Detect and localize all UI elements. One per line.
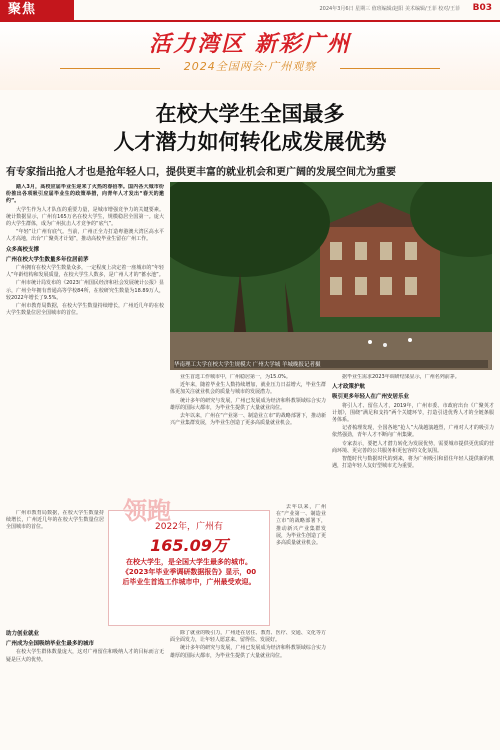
column-2	[170, 374, 326, 504]
paragraph: 业生首选工作城市中，广州稳居第一，为15.0%。	[180, 374, 291, 380]
column-1-bottom	[6, 628, 164, 748]
paragraph: 专家表示，要把人才潜力转化为发展优势，需要城市提供更优质的营商环境、更完善的公共服务和更包容的文化氛围。	[332, 440, 494, 454]
paragraph: 智能时代与数据时代的到来，将为广州吸引和留住年轻人提供新的机遇，打造年轻人友好型城市尤为重要。	[332, 456, 494, 470]
section-heading: 助力创业就业	[6, 631, 40, 637]
paragraph: 广州市教育局数据，在校大学生数量持续增长，广州近几年的在校大学生数量位居全国城市的首位。	[6, 510, 104, 531]
section-heading: 众多高校支撑	[6, 246, 40, 253]
paragraph: “年轻”让广州有底气。当前，广州正全力打造粤港澳大湾区高水平人才高地，出台“广聚英才计划”，推动高校毕业生留在广州工作。	[6, 229, 164, 243]
section-heading: 人才政策护航	[332, 384, 366, 391]
pull-quote-box	[108, 496, 270, 626]
column-2-bottom	[170, 630, 326, 748]
paragraph: 将引人才、留住人才，2019年，广州市委、市政府出台《广聚英才计划》，围绕“满足和支持”两个关键环节，打造引进优秀人才的全链条服务体系。	[332, 402, 494, 424]
headline	[0, 100, 500, 156]
headline-line-1: 在校大学生全国最多	[155, 101, 345, 126]
paragraph: 大学生作为人才队伍的重要力量，是城市增强竞争力的关键要素。统计数据显示，广州有165万名在校大学生，规模稳居全国第一。庞大的大学生群体，成为广州抗击人才竞争的“底气”。	[6, 206, 164, 228]
banner-slogan: 活力湾区 新彩广州	[149, 31, 351, 57]
paragraph: 近年来，随着毕业生人数持续增加，就业压力日益增大，毕业生群体更加关注就业机会的质量与城市的发展潜力。	[170, 382, 326, 396]
pull-quote-year: 2022年，广州有	[155, 522, 223, 532]
campus-photo	[170, 182, 492, 370]
column-1	[6, 184, 164, 506]
section-label: 聚焦	[0, 0, 74, 20]
page-number: B03	[472, 3, 492, 13]
section-subheading: 广州在校大学生数量多年位居前茅	[6, 256, 89, 263]
paragraph: 除了就业的吸引力，广州还在居住、教育、医疗、交通、文化等方面全面发力，让年轻人愿意来、留得住、发展好。	[170, 630, 326, 644]
paragraph: 统计多年的研究与发展，广州已发展成为经济和科教领域综合实力雄厚的国际大都市，为毕业生提供了大量就业岗位。	[170, 397, 326, 411]
paragraph: 去年以来，广州在“产业第一、制造业立市”的战略部署下，推动新兴产业集群发展，为毕业生创造了更多高质量就业机会。	[276, 504, 326, 547]
dateline: 2024年3月6日 星期三 值班编辑/赵阳 美术编辑/王菲 校对/王菲	[319, 6, 460, 12]
banner-subslogan: 2024全国两会·广州观察	[183, 60, 317, 73]
paragraph: 统计多年的研究与发展，广州已发展成为经济和科教领域综合实力雄厚的国际大都市，为毕业生提供了大量就业岗位。	[170, 645, 326, 659]
pull-quote-line-2: 《2023年毕业季调研数据报告》显示，00后毕业生首选工作城市中，广州最受欢迎。	[121, 568, 257, 586]
pull-quote-body	[119, 557, 259, 587]
headline-line-2: 人才潜力如何转化成发展优势	[113, 129, 387, 154]
pull-quote-number: 165.09万	[150, 536, 228, 555]
column-3	[332, 374, 494, 748]
pull-quote-tag: 领跑	[123, 496, 171, 525]
banner	[0, 22, 500, 90]
page-header	[0, 0, 500, 20]
paragraph: 广州拥有在校大学生数量众多，一定程度上决定着一座城市的“年轻人”年龄结构和发展质量，在校大学生人数多，是广州人才的“蓄水池”。	[6, 265, 164, 279]
section-subheading: 吸引更多年轻人在广州安居乐业	[332, 394, 410, 401]
lead-paragraph: 踏入3月，高校应届毕业生迎来了火热的春招季。国内各大城市纷纷推出各项吸引应届毕业生的政策举措，向青年人才发出“春天的邀约”。	[6, 184, 164, 205]
paragraph: 在校大学生群体数量庞大，这对广州留住和吸纳人才的目标而言无疑是巨大的优势。	[6, 649, 164, 663]
paragraph: 据毕业生需求2023年调研结果显示，广州名列前茅。	[342, 374, 460, 380]
pull-quote-line-1: 在校大学生，是全国大学生最多的城市。	[126, 558, 252, 566]
subheadline: 有专家指出抢人才也是抢年轻人口，提供更丰富的就业机会和更广阔的发展空间尤为重要	[6, 167, 396, 178]
photo-caption: 华南理工大学在校大学生规模大 广州大学城 羊城晚报记者摄	[174, 360, 488, 368]
paragraph: 记者梳理发现，全国各地“抢人”大战越演越烈，广州对人才的吸引力依然强劲，青年人才不断向广州集聚。	[332, 425, 494, 439]
paragraph: 去年以来，广州在“产业第一、制造业立市”的战略部署下，推动新兴产业集群发展，为毕业生创造了更多高质量就业机会。	[170, 413, 326, 427]
paragraph: 广州市教育局数据，在校大学生数量持续增长，广州近几年的在校大学生数量位居全国城市的首位。	[6, 303, 164, 317]
campus-illustration	[170, 182, 492, 370]
section-subheading: 广州成为全国吸纳毕业生最多的城市	[6, 641, 95, 648]
paragraph: 广州市统计局发布的《2023广州国民经济和社会发展统计公报》显示，广州全年拥有普通高等学校84所，在校研究生数量为18.89万人，较2022年增长了9.5%。	[6, 280, 164, 301]
deco-line-right	[340, 68, 440, 69]
column-2-right	[276, 504, 326, 624]
column-1-lower	[6, 510, 104, 620]
